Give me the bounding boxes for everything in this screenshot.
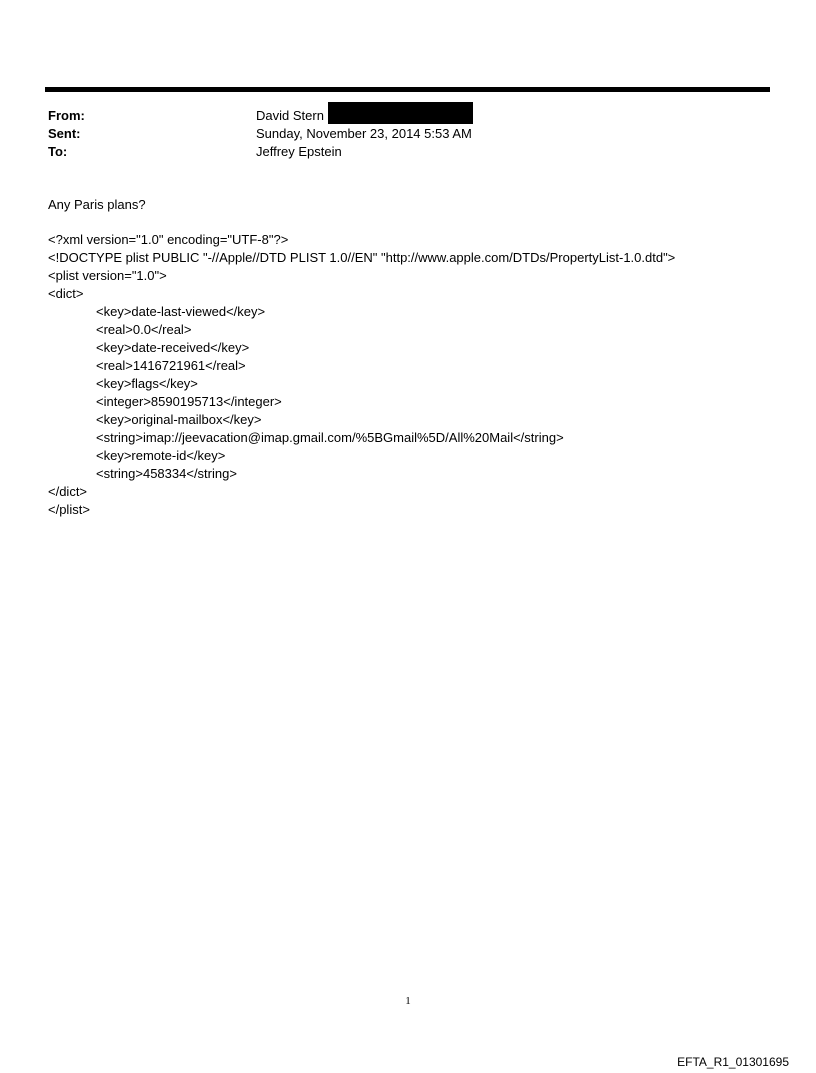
plist-block: [48, 231, 675, 519]
plist-line: <key>date-last-viewed</key>: [96, 304, 266, 319]
plist-line: <?xml version="1.0" encoding="UTF-8"?>: [48, 232, 289, 247]
plist-line: <string>458334</string>: [96, 466, 237, 481]
to-label: To:: [48, 144, 68, 159]
redaction-box: [328, 102, 473, 124]
sent-label: Sent:: [48, 126, 81, 141]
from-value: [256, 107, 473, 125]
bates-number: EFTA_R1_01301695: [677, 1055, 789, 1069]
message-body: Any Paris plans?: [48, 197, 146, 212]
plist-line: <dict>: [48, 286, 84, 301]
page-number: 1: [405, 995, 411, 1007]
plist-line: <integer>8590195713</integer>: [96, 394, 282, 409]
sent-value: Sunday, November 23, 2014 5:53 AM: [256, 126, 472, 141]
from-name: David Stern: [256, 108, 324, 123]
plist-line: <!DOCTYPE plist PUBLIC "-//Apple//DTD PLIST 1.0//EN" "http://www.apple.com/DTDs/PropertyList-1.0.dtd">: [48, 250, 676, 265]
plist-line: <key>original-mailbox</key>: [96, 412, 262, 427]
plist-line: </dict>: [48, 484, 88, 499]
to-value: Jeffrey Epstein: [256, 144, 342, 159]
from-label: From:: [48, 108, 85, 123]
plist-line: </plist>: [48, 502, 90, 517]
plist-line: <key>flags</key>: [96, 376, 198, 391]
plist-line: <real>0.0</real>: [96, 322, 192, 337]
plist-line: <key>date-received</key>: [96, 340, 250, 355]
plist-line: <string>imap://jeevacation@imap.gmail.com/%5BGmail%5D/All%20Mail</string>: [96, 430, 564, 445]
plist-line: <key>remote-id</key>: [96, 448, 226, 463]
header-rule: [45, 87, 770, 92]
plist-line: <real>1416721961</real>: [96, 358, 246, 373]
plist-line: <plist version="1.0">: [48, 268, 167, 283]
